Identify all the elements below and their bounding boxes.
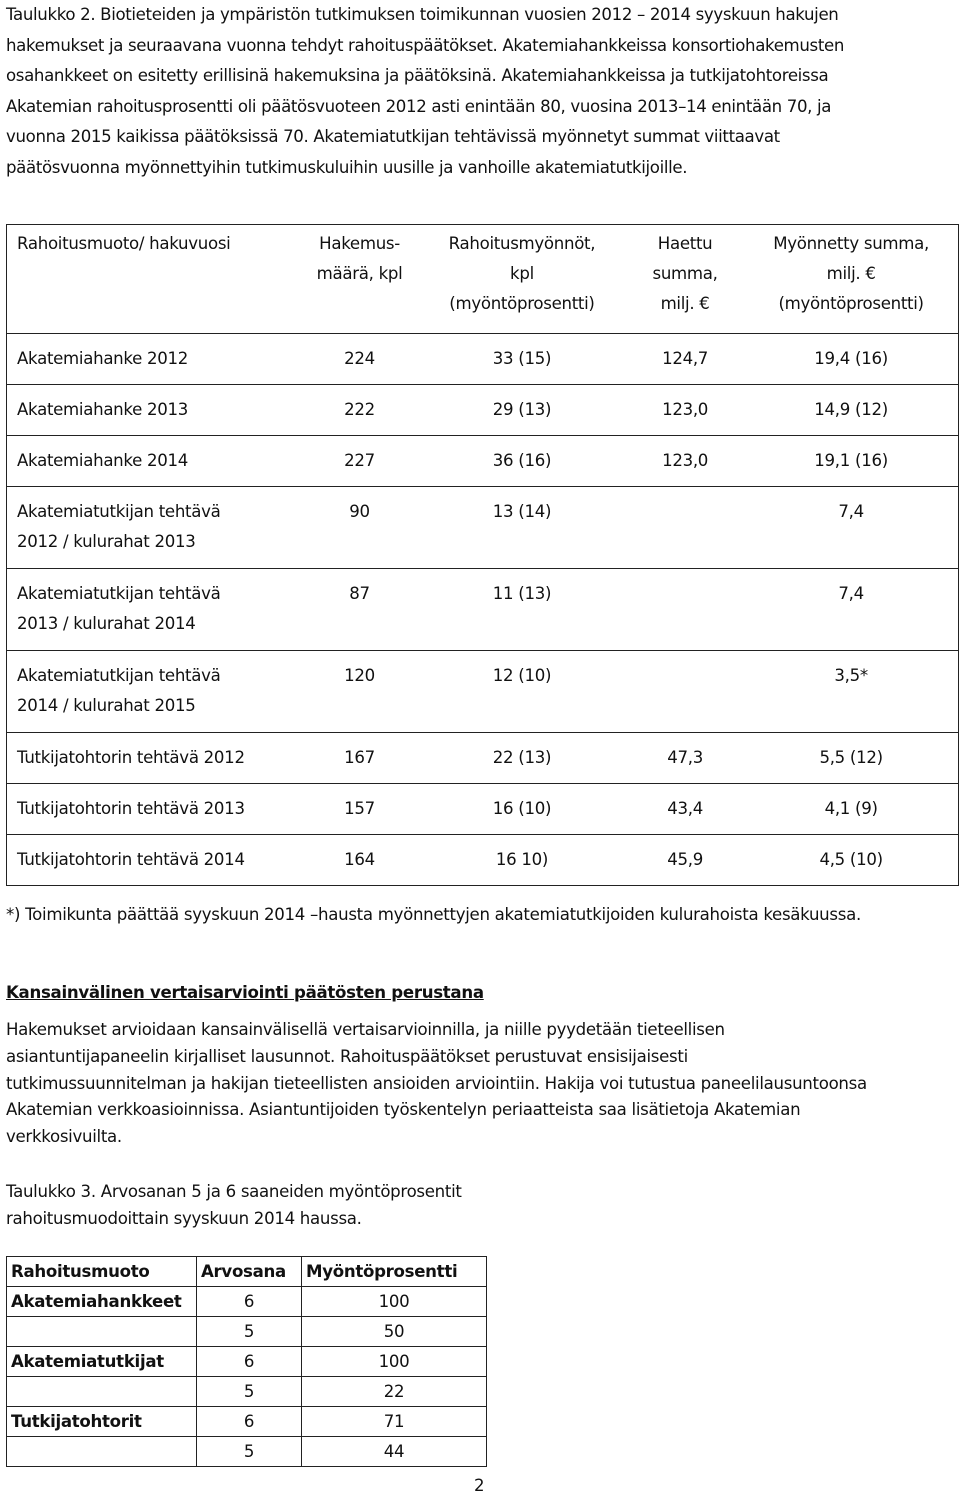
section-paragraph (6, 1017, 867, 1151)
table-row (7, 1377, 487, 1407)
cell-percent: 71 (302, 1407, 487, 1437)
row-label (7, 651, 302, 733)
cell-grade: 6 (197, 1407, 302, 1437)
caption-line: rahoitusmuodoittain syyskuun 2014 haussa. (6, 1209, 362, 1228)
cell-count: 224 (344, 349, 375, 368)
label-line: Tutkijatohtorin tehtävä 2012 (17, 748, 245, 767)
cell-count: 227 (344, 451, 375, 470)
label-line: Akatemiahanke 2013 (17, 400, 189, 419)
cell-applied: 43,4 (667, 799, 703, 818)
paragraph-line: tutkimussuunnitelman ja hakijan tieteellisten ansioiden arviointiin. Hakija voi tutustua paneelilausuntoonsa (6, 1073, 867, 1093)
cell-applied: 123,0 (662, 451, 709, 470)
label-line: Akatemiatutkijan tehtävä (17, 584, 221, 603)
row-label (7, 569, 302, 651)
caption-line: Taulukko 3. Arvosanan 5 ja 6 saaneiden myöntöprosentit (6, 1182, 462, 1201)
caption-line: vuonna 2015 kaikissa päätöksissä 70. Akatemiatutkijan tehtävissä myönnetyt summat viittaavat (6, 127, 780, 147)
table-header-row (7, 1257, 487, 1287)
table2-caption (6, 0, 956, 184)
header-grant-percent: Myöntöprosentti (302, 1257, 487, 1287)
cell-type: Akatemiatutkijat (7, 1347, 197, 1377)
header-line: milj. € (826, 264, 876, 283)
label-line: 2013 / kulurahat 2014 (17, 614, 196, 633)
funding-table (6, 224, 959, 886)
label-line: Tutkijatohtorin tehtävä 2013 (17, 799, 245, 818)
label-line: Tutkijatohtorin tehtävä 2014 (17, 850, 245, 869)
table-row (7, 733, 959, 784)
cell-granted: 19,4 (16) (814, 349, 888, 368)
cell-grade: 6 (197, 1287, 302, 1317)
cell-grants: 12 (10) (492, 666, 552, 685)
paragraph-line: Hakemukset arvioidaan kansainvälisellä vertaisarvioinnilla, ja niille pyydetään tieteellisen (6, 1020, 725, 1039)
cell-count: 167 (344, 748, 375, 767)
table-row (7, 436, 959, 487)
cell-count: 164 (344, 850, 375, 869)
caption-line: osahankkeet on esitetty erillisinä hakemuksina ja päätöksinä. Akatemiahankkeissa ja tutkijatohtoreissa (6, 66, 829, 86)
header-grants (418, 225, 626, 334)
cell-applied (626, 651, 744, 733)
label-line: Akatemiahanke 2012 (17, 349, 189, 368)
row-label (7, 733, 302, 784)
header-line: summa, (652, 264, 718, 283)
label-line: Akatemiatutkijan tehtävä (17, 502, 221, 521)
cell-applied (626, 569, 744, 651)
header-line: Rahoitusmuoto/ hakuvuosi (17, 234, 231, 253)
table-row (7, 1287, 487, 1317)
cell-percent: 100 (302, 1287, 487, 1317)
cell-count: 87 (349, 584, 370, 603)
cell-granted: 5,5 (12) (819, 748, 883, 767)
table-row (7, 1317, 487, 1347)
cell-count: 157 (344, 799, 375, 818)
cell-grade: 5 (197, 1377, 302, 1407)
caption-line: Akatemian rahoitusprosentti oli päätösvuoteen 2012 asti enintään 80, vuosina 2013–14 enintään 70, ja (6, 96, 832, 116)
cell-grants: 16 10) (495, 850, 549, 869)
paragraph-line: verkkosivuilta. (6, 1127, 122, 1147)
table-row (7, 569, 959, 651)
cell-grade: 6 (197, 1347, 302, 1377)
label-line: 2014 / kulurahat 2015 (17, 696, 196, 715)
cell-applied: 124,7 (662, 349, 709, 368)
cell-granted: 4,1 (9) (824, 799, 878, 818)
cell-type: Akatemiahankkeet (7, 1287, 197, 1317)
cell-type (7, 1317, 197, 1347)
header-line: Hakemus- (319, 234, 400, 253)
table-row (7, 385, 959, 436)
header-line: kpl (510, 264, 534, 283)
cell-granted: 19,1 (16) (814, 451, 888, 470)
cell-grants: 33 (15) (492, 349, 552, 368)
cell-percent: 100 (302, 1347, 487, 1377)
cell-applied: 123,0 (662, 400, 709, 419)
caption-line: päätösvuonna myönnettyihin tutkimuskuluihin uusille ja vanhoille akatemiatutkijoille. (6, 157, 688, 177)
cell-granted: 3,5* (834, 666, 868, 685)
header-line: määrä, kpl (316, 264, 403, 283)
header-line: Haettu (657, 234, 713, 253)
label-line: Akatemiatutkijan tehtävä (17, 666, 221, 685)
header-line: (myöntöprosentti) (449, 294, 595, 313)
cell-type (7, 1377, 197, 1407)
header-funding-type (7, 225, 302, 334)
table-row (7, 1407, 487, 1437)
caption-line: Taulukko 2. Biotieteiden ja ympäristön tutkimuksen toimikunnan vuosien 2012 – 2014 syyskuun hakujen (6, 5, 839, 24)
cell-granted: 4,5 (10) (819, 850, 883, 869)
cell-applied: 45,9 (667, 850, 703, 869)
cell-grants: 36 (16) (492, 451, 552, 470)
header-line: (myöntöprosentti) (778, 294, 924, 313)
header-grade: Arvosana (197, 1257, 302, 1287)
section-heading: Kansainvälinen vertaisarviointi päätösten perustana (6, 983, 484, 1002)
header-line: milj. € (660, 294, 710, 313)
header-application-count (301, 225, 418, 334)
cell-count: 222 (344, 400, 375, 419)
header-line: Myönnetty summa, (773, 234, 929, 253)
table-row (7, 1347, 487, 1377)
cell-type: Tutkijatohtorit (7, 1407, 197, 1437)
grade-table (6, 1256, 487, 1467)
cell-grade: 5 (197, 1317, 302, 1347)
cell-grants: 22 (13) (492, 748, 552, 767)
paragraph-line: asiantuntijapaneelin kirjalliset lausunnot. Rahoituspäätökset perustuvat ensisijaisesti (6, 1046, 688, 1066)
cell-grants: 11 (13) (492, 584, 552, 603)
table-row (7, 651, 959, 733)
header-applied-sum (626, 225, 744, 334)
row-label (7, 487, 302, 569)
table-row (7, 487, 959, 569)
table3-caption (6, 1178, 462, 1232)
row-label (7, 385, 302, 436)
header-funding-type: Rahoitusmuoto (7, 1257, 197, 1287)
table-row (7, 1437, 487, 1467)
table-header-row (7, 225, 959, 334)
cell-applied: 47,3 (667, 748, 703, 767)
table-row (7, 784, 959, 835)
cell-percent: 44 (302, 1437, 487, 1467)
cell-applied (626, 487, 744, 569)
table-row (7, 835, 959, 886)
cell-type (7, 1437, 197, 1467)
cell-granted: 7,4 (838, 584, 864, 603)
label-line: Akatemiahanke 2014 (17, 451, 189, 470)
cell-count: 120 (344, 666, 375, 685)
row-label (7, 784, 302, 835)
cell-percent: 50 (302, 1317, 487, 1347)
cell-grants: 13 (14) (492, 502, 552, 521)
cell-grants: 29 (13) (492, 400, 552, 419)
caption-line: hakemukset ja seuraavana vuonna tehdyt rahoituspäätökset. Akatemiahankkeissa konsortiohakemusten (6, 35, 845, 55)
page-number: 2 (474, 1476, 485, 1495)
row-label (7, 436, 302, 487)
cell-granted: 7,4 (838, 502, 864, 521)
cell-grants: 16 (10) (492, 799, 552, 818)
cell-grade: 5 (197, 1437, 302, 1467)
header-granted-sum (744, 225, 958, 334)
cell-count: 90 (349, 502, 370, 521)
label-line: 2012 / kulurahat 2013 (17, 532, 196, 551)
paragraph-line: Akatemian verkkoasioinnissa. Asiantuntijoiden työskentelyn periaatteista saa lisätietoja Akatemian (6, 1100, 801, 1120)
cell-percent: 22 (302, 1377, 487, 1407)
cell-granted: 14,9 (12) (814, 400, 888, 419)
row-label (7, 334, 302, 385)
table2-footnote: *) Toimikunta päättää syyskuun 2014 –hausta myönnettyjen akatemiatutkijoiden kulurahoista kesäkuussa. (6, 905, 861, 924)
table-row (7, 334, 959, 385)
header-line: Rahoitusmyönnöt, (448, 234, 596, 253)
row-label (7, 835, 302, 886)
